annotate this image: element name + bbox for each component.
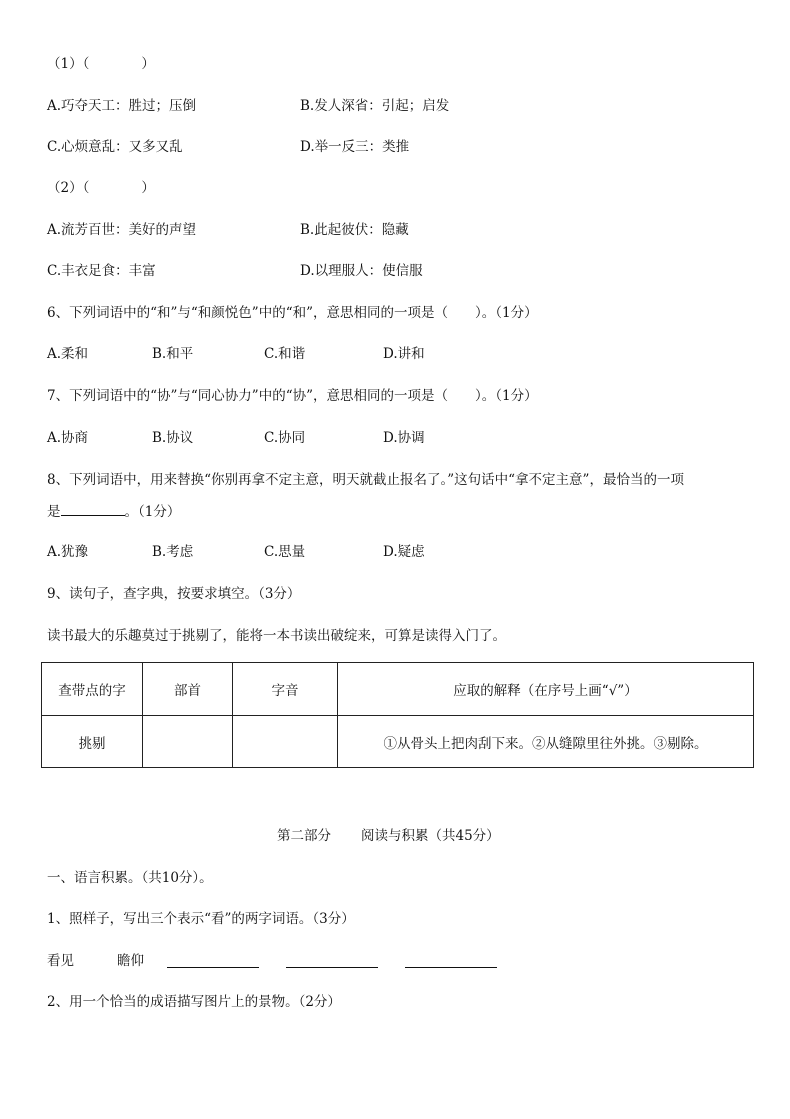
q8-stem: 8、下列词语中，用来替换“你别再拿不定主意，明天就截止报名了。”这句话中“拿不定主意”，最恰当的一项 (47, 472, 684, 488)
q6-stem: 6、下列词语中的“和”与“和颜悦色”中的“和”，意思相同的一项是（ ）。（1分） (47, 305, 538, 321)
q6-option-a: A.柔和 (47, 346, 89, 362)
q7-option-c: C.协同 (264, 430, 306, 446)
section1-title: 一、语言积累。（共10分）。 (47, 870, 213, 886)
q9-stem: 9、读句子，查字典，按要求填空。（3分） (47, 586, 301, 602)
q6-option-c: C.和谐 (264, 346, 306, 362)
q8-option-b: B.考虑 (152, 544, 194, 560)
q9-sentence: 读书最大的乐趣莫过于挑剔了，能将一本书读出破绽来，可算是读得入门了。 (47, 628, 506, 644)
p1-answer-blank-2[interactable] (286, 953, 378, 968)
table-cell-pronunciation[interactable] (233, 716, 338, 768)
q5-1-option-a: A.巧夺天工：胜过；压倒 (47, 98, 197, 114)
table-header-row (42, 663, 754, 716)
table-header-radical: 部首 (143, 663, 233, 716)
table-cell-radical[interactable] (143, 716, 233, 768)
table-header-pronunciation: 字音 (233, 663, 338, 716)
p1-stem: 1、照样子，写出三个表示“看”的两字词语。（3分） (47, 911, 355, 927)
table-row (42, 716, 754, 768)
p1-answer-blank-1[interactable] (167, 953, 259, 968)
q5-2-label: （2）（ ） (47, 180, 155, 196)
dictionary-table (41, 662, 754, 768)
q7-option-b: B.协议 (152, 430, 194, 446)
table-cell-meaning: ①从骨头上把肉刮下来。②从缝隙里往外挑。③剔除。 (338, 716, 754, 768)
q7-stem: 7、下列词语中的“协”与“同心协力”中的“协”，意思相同的一项是（ ）。（1分） (47, 388, 538, 404)
p2-stem: 2、用一个恰当的成语描写图片上的景物。（2分） (47, 994, 341, 1010)
q6-option-d: D.讲和 (383, 346, 425, 362)
p1-answer-blank-3[interactable] (405, 953, 497, 968)
q8-option-d: D.疑虑 (383, 544, 425, 560)
table-cell-char: 挑剔 (42, 716, 143, 768)
q5-1-option-c: C.心烦意乱：又多又乱 (47, 139, 183, 155)
q8-stem-line2: 是 。（1分） (47, 501, 180, 522)
p1-example-1: 看见 (47, 953, 74, 969)
q5-1-label: （1）（ ） (47, 56, 155, 72)
q8-answer-blank[interactable] (61, 501, 125, 516)
p1-example-2: 瞻仰 (117, 953, 144, 969)
q5-2-option-b: B.此起彼伏：隐藏 (300, 222, 409, 238)
q5-1-option-d: D.举一反三：类推 (300, 139, 410, 155)
q5-1-option-b: B.发人深省：引起；启发 (300, 98, 450, 114)
q8-option-a: A.犹豫 (47, 544, 89, 560)
q7-option-d: D.协调 (383, 430, 425, 446)
q8-option-c: C.思量 (264, 544, 306, 560)
q6-option-b: B.和平 (152, 346, 194, 362)
q7-option-a: A.协商 (47, 430, 89, 446)
q5-2-option-d: D.以理服人：使信服 (300, 263, 423, 279)
table-header-char: 查带点的字 (42, 663, 143, 716)
part2-heading: 第二部分 阅读与积累（共45分） (277, 828, 500, 844)
table-header-meaning: 应取的解释（在序号上画“√”） (338, 663, 754, 716)
q5-2-option-c: C.丰衣足食：丰富 (47, 263, 156, 279)
q5-2-option-a: A.流芳百世：美好的声望 (47, 222, 197, 238)
